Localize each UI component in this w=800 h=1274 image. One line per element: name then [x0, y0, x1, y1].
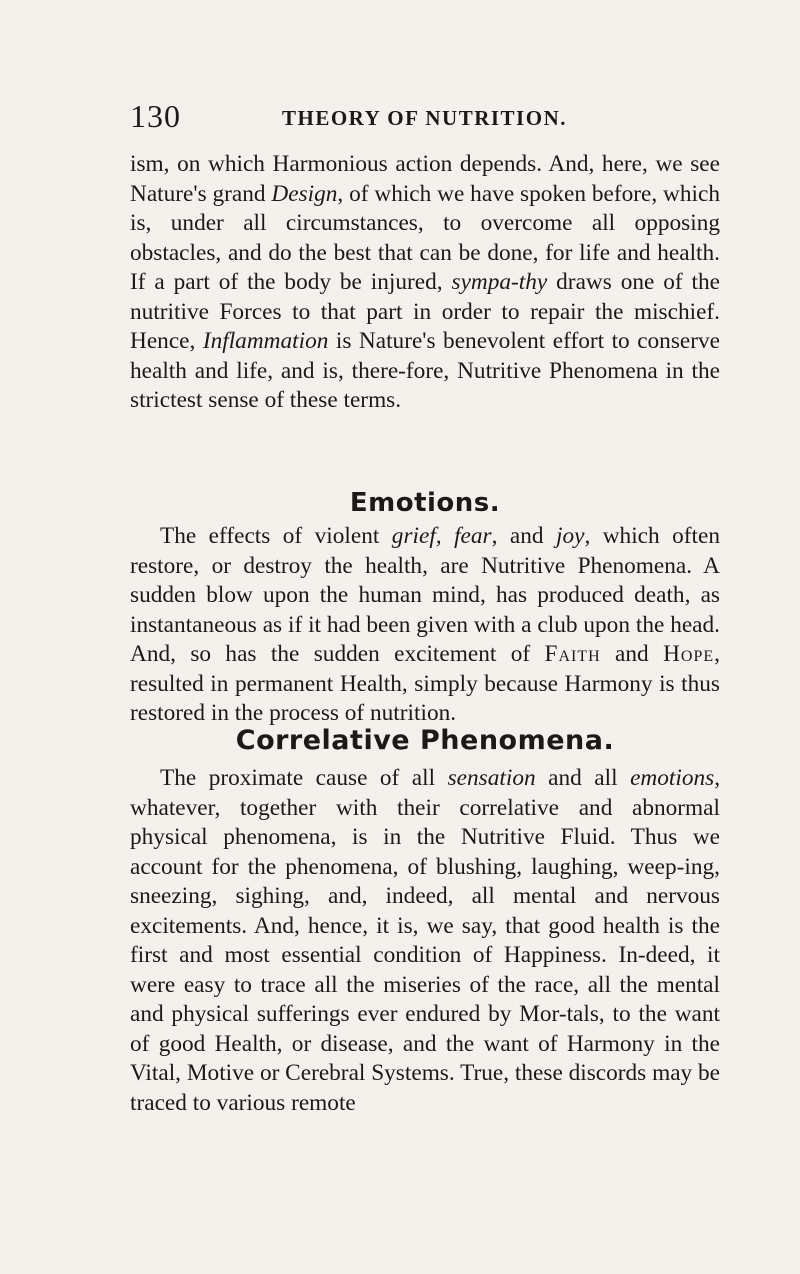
para2-text	[442, 523, 454, 549]
para2-text: , and	[491, 523, 556, 549]
para1-text: , of which we have spoken before, which is, under all circumstances, to overcome all opposing obstacles, and do the best that can be done, for life and health. If a part of the body be injured,	[130, 180, 720, 295]
para1-text: ism, on which Harmonious action depends. And, here, we see Nature's grand	[130, 151, 720, 207]
para2-italic-fear: fear	[454, 523, 492, 549]
para2-text: The effects of violent	[160, 523, 392, 549]
para2-smallcaps-faith: Faith	[544, 641, 601, 667]
section-heading-correlative-phenomena: Correlative Phenomena.	[235, 725, 615, 756]
para1-italic-sympathy: sympa-thy	[451, 269, 548, 295]
para3-italic-emotions: emotions	[630, 765, 715, 791]
paragraph-1	[130, 150, 720, 416]
page-number: 130	[130, 98, 181, 134]
paragraph-2	[130, 522, 720, 729]
para2-text: and	[600, 641, 664, 667]
paragraph-3	[130, 764, 720, 1118]
para1-text: draws one of the nutritive Forces to that part in order to repair the mischief. Hence,	[130, 269, 720, 354]
para1-italic-design: Design	[271, 180, 338, 207]
para1-text: is Nature's benevolent effort to conserve health and life, and is, there-fore, Nutritive Phenomena in the strictest sense of these terms.	[130, 328, 720, 413]
para2-italic-joy: joy	[555, 523, 585, 549]
para3-text: The proximate cause of all	[160, 765, 448, 791]
section-heading-emotions: Emotions.	[349, 488, 501, 518]
para2-text: , resulted in permanent Health, simply because Harmony is thus restored in the process of nutrition.	[130, 641, 720, 726]
para1-italic-inflammation: Inflammation	[202, 328, 329, 354]
page-header	[130, 98, 720, 138]
para3-text: and all	[535, 765, 631, 791]
para3-italic-sensation: sensation	[447, 765, 536, 791]
para3-text: , whatever, together with their correlative and abnormal physical phenomena, is in the Nutritive Fluid. Thus we account for the phenomena, of blushing, laughing, weep-ing, sneezing, sighing, and, indeed, all mental and nervous excitements. And, hence, it is, we say, that good health is the first and most essential condition of Happiness. In-deed, it were easy to trace all the miseries of the race, all the mental and physical sufferings ever endured by Mor-tals, to the want of good Health, or disease, and the want of Harmony in the Vital, Motive or Cerebral Systems. True, these discords may be traced to various remote	[130, 765, 721, 1116]
para2-text: , which often restore, or destroy the health, are Nutritive Phenomena. A sudden blow upon the human mind, has produced death, as instantaneous as if it had been given with a club upon the head. And, so has the sudden excitement of	[130, 523, 720, 667]
para2-smallcaps-hope: Hope	[663, 641, 715, 667]
para2-italic-grief: grief,	[391, 523, 442, 549]
running-title: THEORY OF NUTRITION.	[282, 106, 567, 130]
